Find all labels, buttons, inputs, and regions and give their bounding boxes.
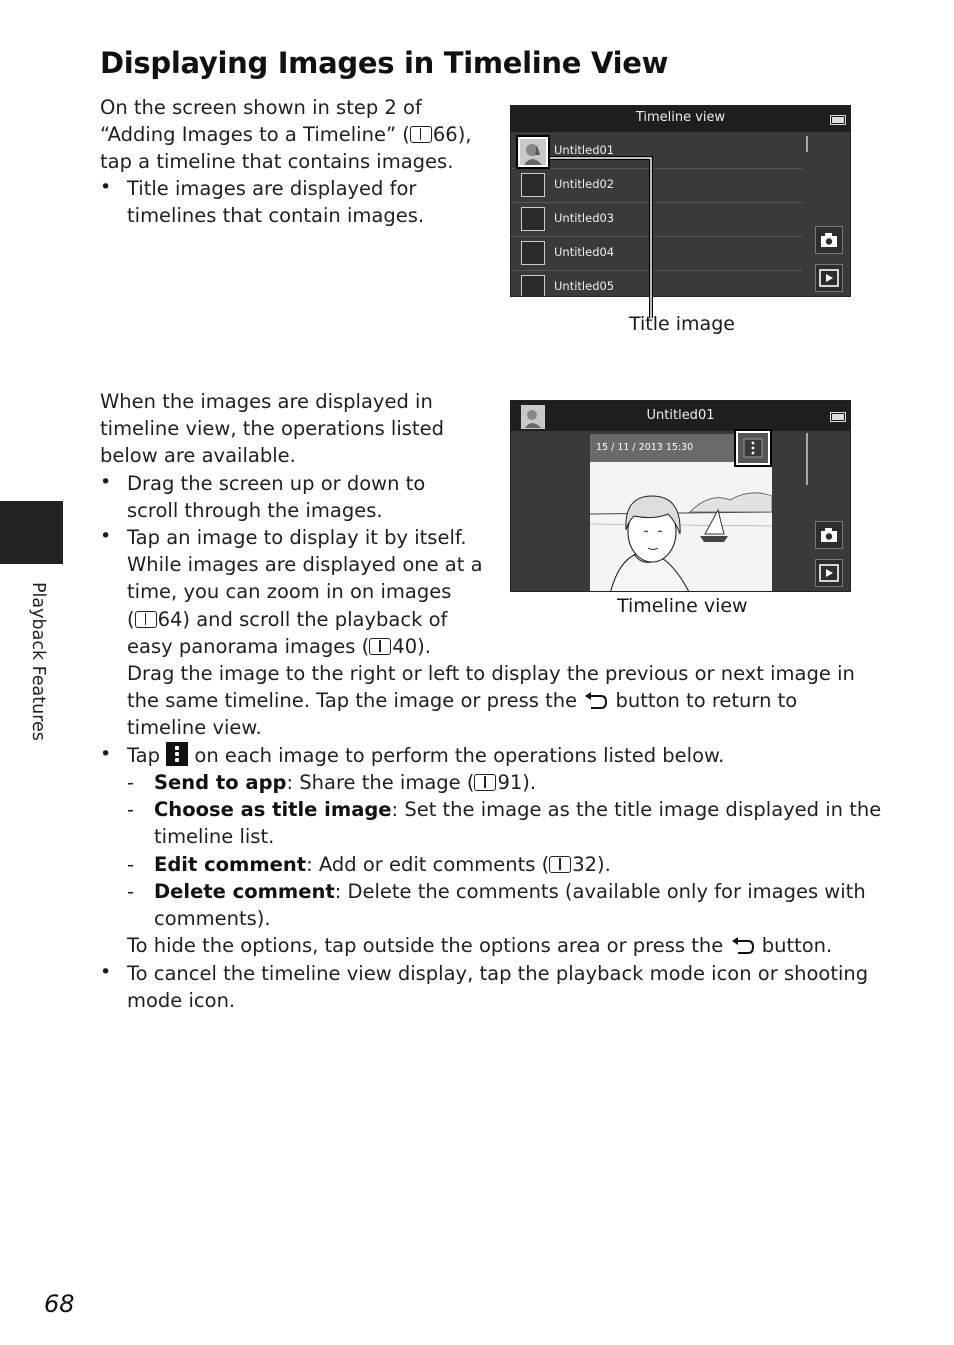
screen-topbar [511, 106, 850, 132]
kebab-icon [166, 742, 188, 766]
hide-options-text: To hide the options, tap outside the options area or press the button. [127, 934, 833, 957]
ops-bullet-cancel: To cancel the timeline view display, tap the playback mode icon or shooting mode icon. [127, 962, 869, 1013]
bullet-dot: • [100, 471, 112, 493]
battery-icon [830, 115, 846, 125]
page-ref-icon [369, 638, 391, 655]
menu-kebab-button[interactable] [736, 431, 770, 465]
op-choose-title-image: Choose as title image: Set the image as the title image displayed in the timeline list. [154, 798, 882, 849]
op-edit-comment: Edit comment: Add or edit comments ( 32). [154, 853, 611, 876]
kebab-icon [738, 433, 768, 463]
datetime-label: 15 / 11 / 2013 15:30 [596, 442, 694, 453]
caption-timeline-view: Timeline view [617, 595, 748, 617]
timeline-row[interactable]: Untitled04 [511, 236, 803, 271]
scrollbar[interactable] [806, 433, 808, 485]
scrollbar[interactable] [806, 136, 808, 152]
ops-bullet-tap-image: Tap an image to display it by itself. While images are displayed one at a time, you can zoom in on images ( 64) and scroll the playback of easy panorama images ( 40). Drag the image to the right or left to display the previous or next image in the same timeline. Tap the image or press the button to return to timeline view. [127, 526, 855, 740]
page-ref-icon [549, 856, 571, 873]
intro-paragraph: On the screen shown in step 2 of “Adding Images to a Timeline” ( 66), tap a timeline that contains images. [100, 96, 472, 174]
page-ref-icon [135, 611, 157, 628]
camera-icon[interactable] [815, 226, 843, 254]
bullet-dot: • [100, 176, 112, 198]
op-delete-comment: Delete comment: Delete the comments (available only for images with comments). [154, 880, 866, 931]
timeline-row[interactable]: Untitled02 [511, 168, 803, 203]
intro-bullet: Title images are displayed for timelines that contain images. [127, 177, 425, 228]
page-ref-icon [410, 126, 432, 143]
page-title: Displaying Images in Timeline View [100, 46, 669, 80]
title-thumb-icon[interactable] [521, 405, 545, 429]
section-label: Playback Features [28, 582, 48, 741]
return-icon [583, 692, 609, 710]
caption-title-image: Title image [629, 313, 735, 335]
return-icon [730, 937, 756, 955]
timeline-row[interactable]: Untitled05 [511, 270, 803, 297]
battery-icon [830, 412, 846, 422]
screen-topbar [511, 401, 850, 431]
callout-line [510, 150, 670, 320]
screen-title: Timeline view [635, 110, 726, 125]
ops-bullet-drag: Drag the screen up or down to scroll through the images. [127, 472, 426, 523]
page-ref-icon [474, 774, 496, 791]
screen-title: Untitled01 [646, 408, 715, 423]
ops-bullet-tap-menu: Tap on each image to perform the operations listed below. [127, 744, 725, 767]
play-icon[interactable] [815, 264, 843, 292]
section-tab-marker [0, 501, 63, 564]
bullet-dot: • [100, 525, 112, 547]
page-number: 68 [44, 1290, 75, 1318]
timeline-row[interactable]: Untitled03 [511, 202, 803, 237]
bullet-dot: • [100, 961, 112, 983]
timeline-row[interactable]: Untitled01 [511, 134, 803, 169]
ops-intro: When the images are displayed in timeline view, the operations listed below are available. [100, 390, 444, 468]
op-send-to-app: Send to app: Share the image ( 91). [154, 771, 537, 794]
bullet-dot: • [100, 743, 112, 765]
